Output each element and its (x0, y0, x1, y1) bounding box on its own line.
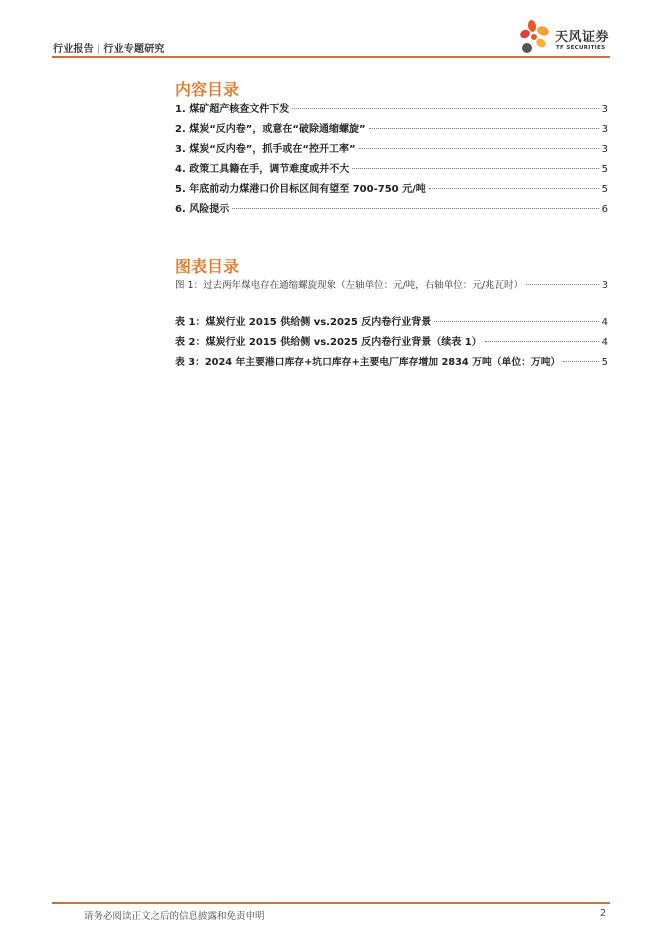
toc-item-page: 5 (601, 164, 608, 175)
table-list (175, 313, 608, 373)
toc-item-page: 5 (601, 184, 608, 195)
toc-item[interactable] (175, 180, 608, 200)
toc-leader-dots (429, 188, 599, 189)
toc-item[interactable] (175, 100, 608, 120)
toc-item[interactable] (175, 120, 608, 140)
toc-item-page: 3 (601, 104, 608, 115)
toc-leader-dots (232, 208, 598, 209)
flower-logo-icon (518, 18, 554, 56)
toc-leader-dots (292, 108, 598, 109)
toc-item[interactable] (175, 200, 608, 220)
toc-item-label: 6. 风险提示 (175, 204, 230, 215)
toc-table-page: 4 (601, 317, 608, 328)
toc-item-page: 6 (601, 204, 608, 215)
logo-english-name: TF SECURITIES (556, 45, 606, 51)
toc-table-item[interactable] (175, 313, 608, 333)
toc-leader-dots (369, 128, 599, 129)
toc-leader-dots (485, 341, 599, 342)
toc-leader-dots (434, 321, 598, 322)
toc-item-label: 2. 煤炭“反内卷”，或意在“破除通缩螺旋” (175, 124, 366, 135)
toc-leader-dots (563, 361, 598, 362)
toc-item[interactable] (175, 160, 608, 180)
toc-item-label: 4. 政策工具籍在手，调节难度或并不大 (175, 164, 350, 175)
toc-item-page: 3 (601, 124, 608, 135)
toc-table-item[interactable] (175, 353, 608, 373)
report-subcategory-label: 行业专题研究 (103, 44, 165, 55)
toc-figure-item[interactable] (175, 276, 608, 296)
footer-divider (52, 902, 610, 904)
toc-figure-label: 图 1：过去两年煤电存在通缩螺旋现象（左轴单位：元/吨，右轴单位：元/兆瓦时） (175, 280, 523, 291)
toc-figure-page: 3 (601, 280, 608, 291)
figure-list (175, 276, 608, 296)
toc-leader-dots (359, 148, 599, 149)
toc-leader-dots (526, 284, 599, 285)
toc-item-page: 3 (601, 144, 608, 155)
toc-table-label: 表 2：煤炭行业 2015 供给侧 vs.2025 反内卷行业背景（续表 1） (175, 337, 482, 348)
toc-table-page: 5 (601, 357, 608, 368)
footer-page-number: 2 (599, 908, 606, 919)
toc-leader-dots (352, 168, 598, 169)
toc-table-page: 4 (601, 337, 608, 348)
logo-chinese-name: 天风证券 (555, 30, 610, 45)
toc-item[interactable] (175, 140, 608, 160)
footer-disclaimer: 请务必阅读正文之后的信息披露和免责申明 (84, 911, 265, 922)
toc-item-label: 3. 煤炭“反内卷”，抓手或在“控开工率” (175, 144, 356, 155)
toc-item-label: 5. 年底前动力煤港口价目标区间有望至 700-750 元/吨 (175, 184, 426, 195)
toc-item-label: 1. 煤矿超产核查文件下发 (175, 104, 290, 115)
contents-title: 内容目录 (175, 80, 240, 99)
toc-table-label: 表 3：2024 年主要港口库存+坑口库存+主要电厂库存增加 2834 万吨（单位：万吨） (175, 357, 561, 368)
header-separator: | (96, 44, 101, 55)
figures-title: 图表目录 (175, 257, 240, 276)
toc-table-item[interactable] (175, 333, 608, 353)
contents-list (175, 100, 608, 220)
tf-securities-logo (518, 18, 613, 56)
toc-table-label: 表 1：煤炭行业 2015 供给侧 vs.2025 反内卷行业背景 (175, 317, 432, 328)
report-category (53, 40, 165, 55)
header-divider (52, 56, 610, 58)
report-category-label: 行业报告 (53, 44, 94, 55)
